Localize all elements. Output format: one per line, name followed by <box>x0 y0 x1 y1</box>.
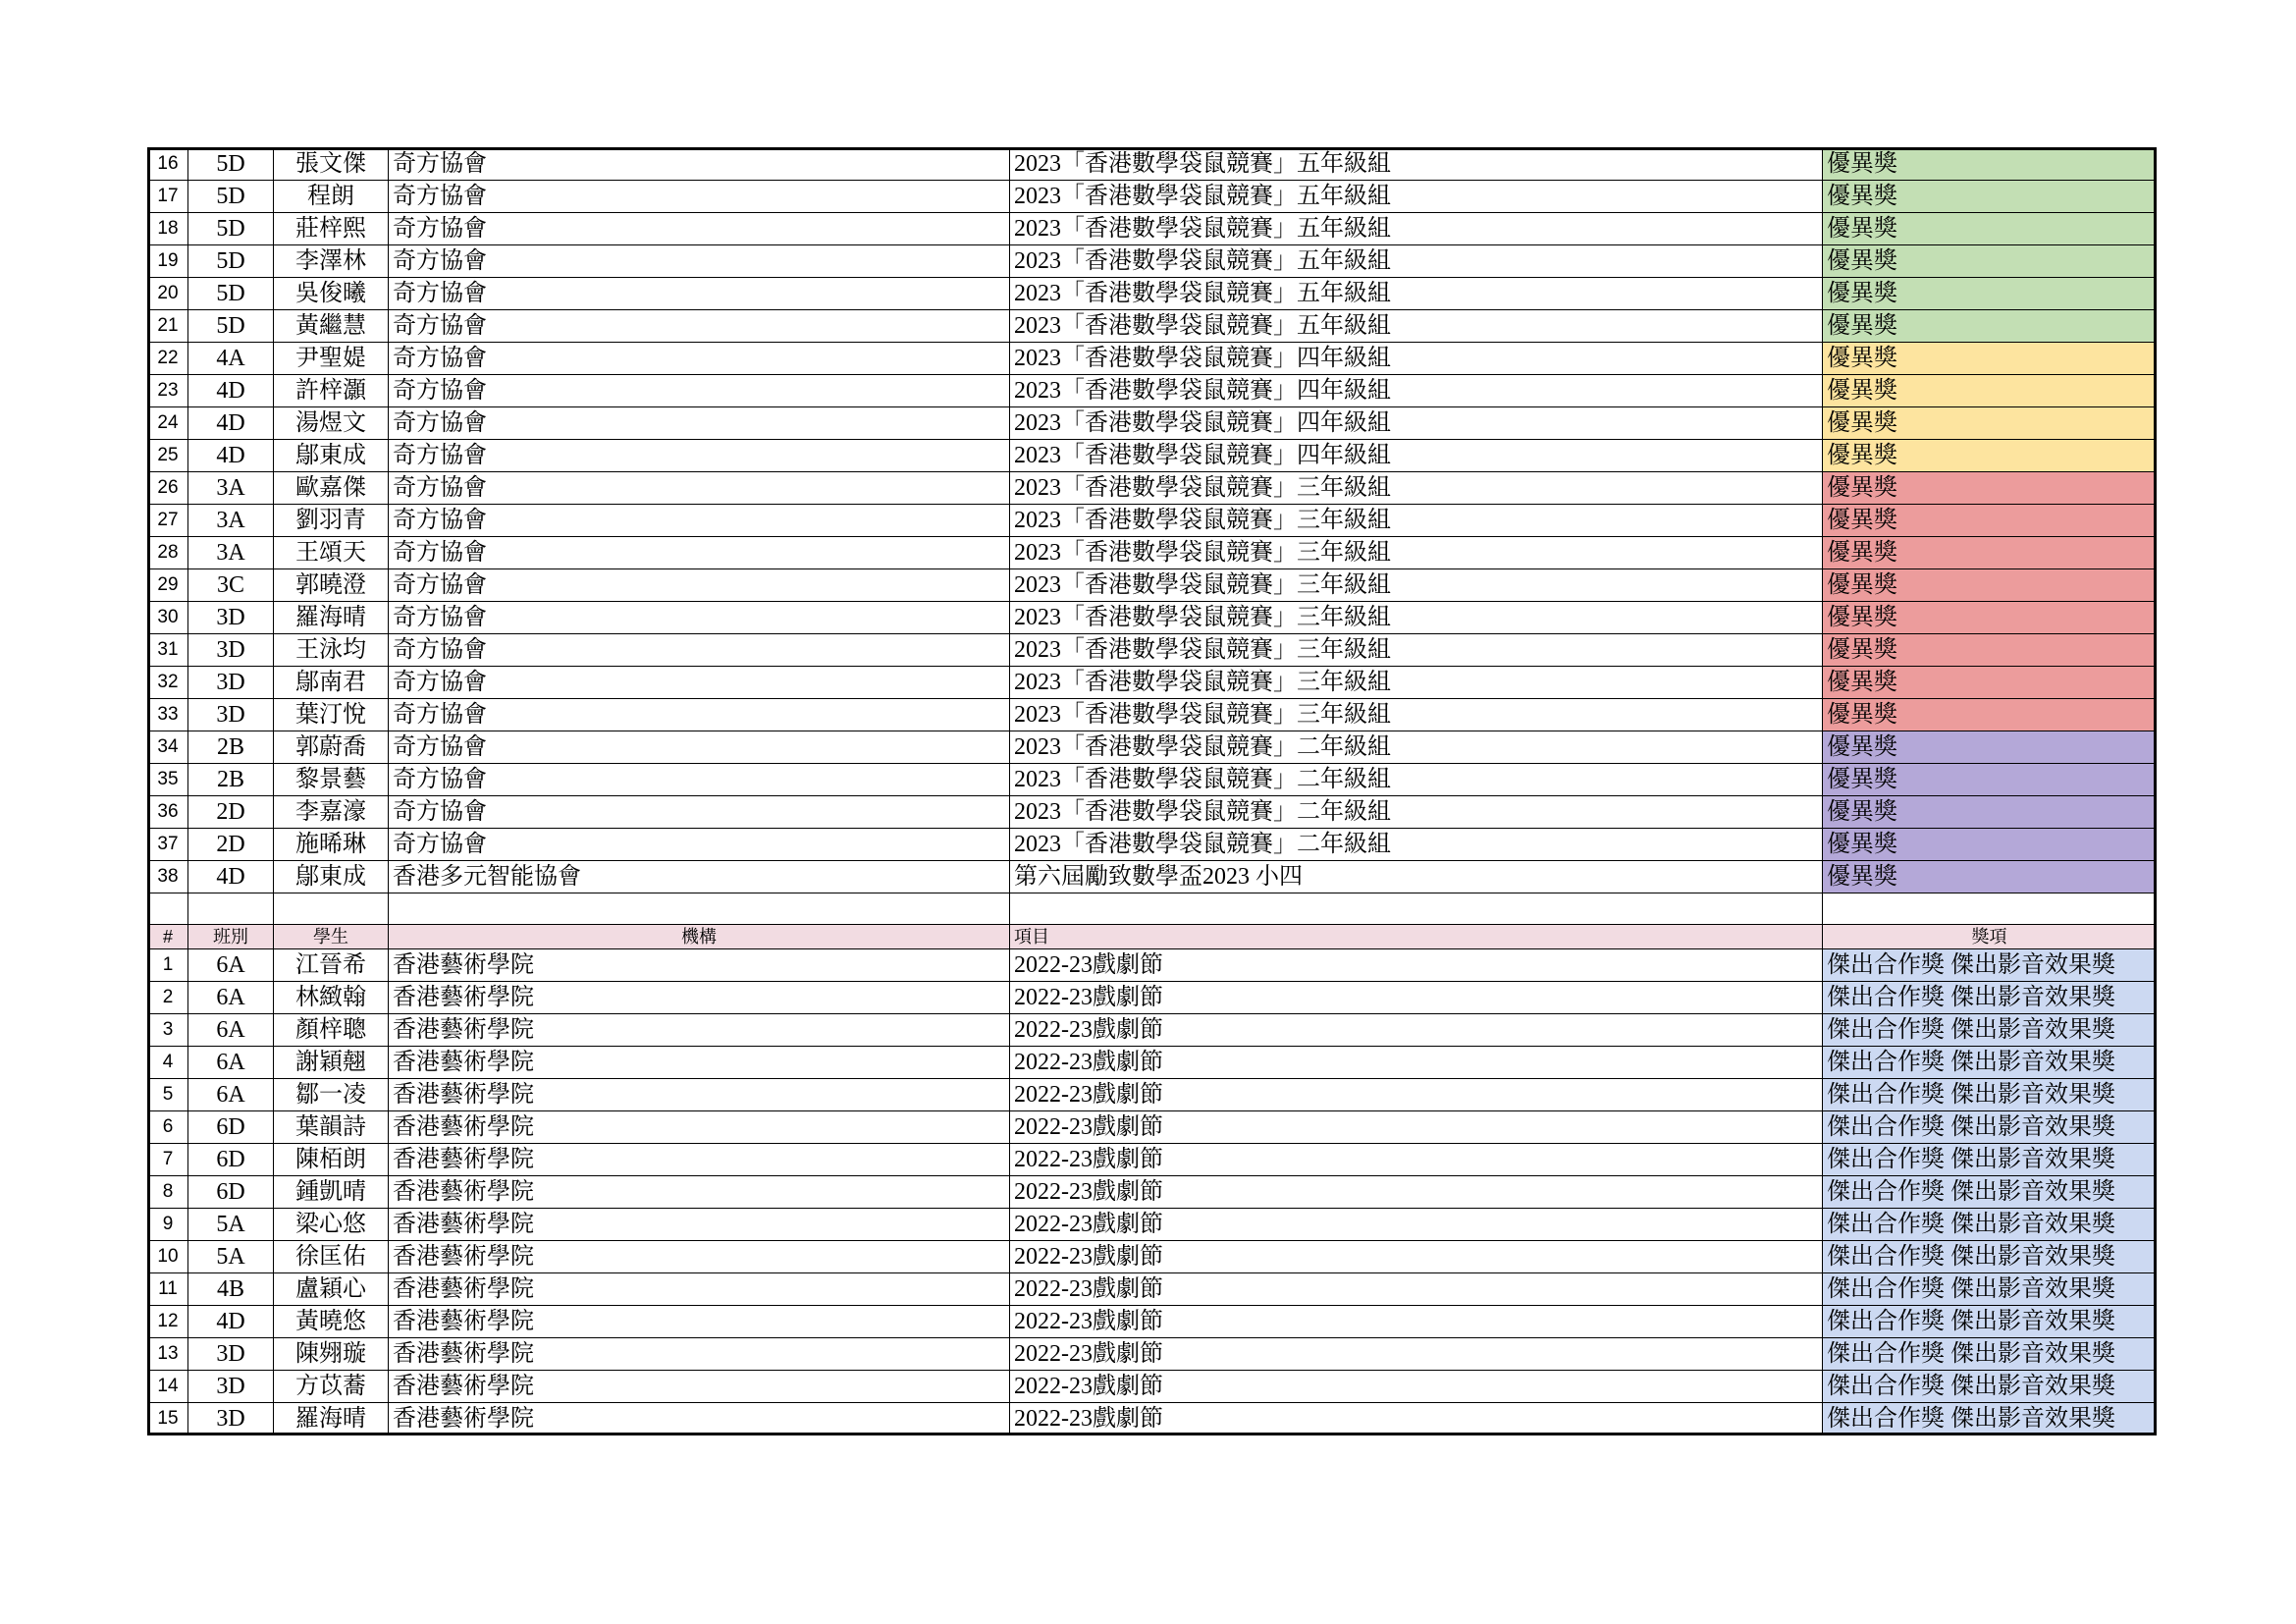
row-item: 2023「香港數學袋鼠競賽」二年級組 <box>1010 764 1823 796</box>
row-student: 湯煜文 <box>274 407 389 440</box>
row-award: 優異獎 <box>1823 310 2157 343</box>
row-class: 2D <box>188 796 274 829</box>
row-number: 9 <box>148 1209 188 1241</box>
row-award: 優異獎 <box>1823 407 2157 440</box>
row-number: 12 <box>148 1306 188 1338</box>
table-row <box>148 1079 2157 1111</box>
row-award: 優異獎 <box>1823 505 2157 537</box>
row-award: 優異獎 <box>1823 634 2157 667</box>
row-award: 優異獎 <box>1823 343 2157 375</box>
row-award: 優異獎 <box>1823 245 2157 278</box>
row-org: 香港藝術學院 <box>389 1176 1010 1209</box>
row-student: 王泳均 <box>274 634 389 667</box>
table-row <box>148 375 2157 407</box>
table-row <box>148 861 2157 893</box>
row-student: 羅海晴 <box>274 1403 389 1435</box>
row-org: 奇方協會 <box>389 310 1010 343</box>
row-org: 奇方協會 <box>389 537 1010 569</box>
row-number: 13 <box>148 1338 188 1371</box>
row-number: 23 <box>148 375 188 407</box>
row-award: 優異獎 <box>1823 537 2157 569</box>
row-student: 尹聖媞 <box>274 343 389 375</box>
row-item: 2022-23戲劇節 <box>1010 1014 1823 1047</box>
row-number: 25 <box>148 440 188 472</box>
row-org: 奇方協會 <box>389 343 1010 375</box>
row-number: 38 <box>148 861 188 893</box>
row-class: 2B <box>188 731 274 764</box>
row-award: 傑出合作獎 傑出影音效果獎 <box>1823 982 2157 1014</box>
row-student: 劉羽青 <box>274 505 389 537</box>
row-award: 傑出合作獎 傑出影音效果獎 <box>1823 1111 2157 1144</box>
row-award: 優異獎 <box>1823 472 2157 505</box>
row-number: 16 <box>148 148 188 181</box>
header-org: 機構 <box>389 925 1010 949</box>
row-award: 優異獎 <box>1823 764 2157 796</box>
row-item: 2023「香港數學袋鼠競賽」四年級組 <box>1010 440 1823 472</box>
row-student: 王頌天 <box>274 537 389 569</box>
row-org: 奇方協會 <box>389 148 1010 181</box>
table-row <box>148 472 2157 505</box>
row-student: 郭曉澄 <box>274 569 389 602</box>
row-award: 優異獎 <box>1823 861 2157 893</box>
row-item: 2023「香港數學袋鼠競賽」五年級組 <box>1010 181 1823 213</box>
row-org: 香港藝術學院 <box>389 1273 1010 1306</box>
row-number: 32 <box>148 667 188 699</box>
row-org: 奇方協會 <box>389 829 1010 861</box>
row-award: 傑出合作獎 傑出影音效果獎 <box>1823 1371 2157 1403</box>
row-award: 傑出合作獎 傑出影音效果獎 <box>1823 1403 2157 1435</box>
row-student: 顏梓聰 <box>274 1014 389 1047</box>
row-award: 優異獎 <box>1823 731 2157 764</box>
row-org: 香港藝術學院 <box>389 1111 1010 1144</box>
row-org: 香港藝術學院 <box>389 949 1010 982</box>
table-row <box>148 764 2157 796</box>
row-org: 香港多元智能協會 <box>389 861 1010 893</box>
row-number: 11 <box>148 1273 188 1306</box>
row-number: 26 <box>148 472 188 505</box>
table-row <box>148 1014 2157 1047</box>
row-class: 4B <box>188 1273 274 1306</box>
row-item: 2023「香港數學袋鼠競賽」四年級組 <box>1010 407 1823 440</box>
row-class: 3D <box>188 1371 274 1403</box>
row-student: 鄔東成 <box>274 440 389 472</box>
row-item: 2023「香港數學袋鼠競賽」三年級組 <box>1010 537 1823 569</box>
row-org: 香港藝術學院 <box>389 1338 1010 1371</box>
row-item: 2022-23戲劇節 <box>1010 982 1823 1014</box>
row-student: 葉韻詩 <box>274 1111 389 1144</box>
row-number: 36 <box>148 796 188 829</box>
header-class: 班別 <box>188 925 274 949</box>
table-row <box>148 1338 2157 1371</box>
row-org: 奇方協會 <box>389 796 1010 829</box>
row-class: 3A <box>188 537 274 569</box>
row-org: 香港藝術學院 <box>389 1241 1010 1273</box>
row-item: 2023「香港數學袋鼠競賽」三年級組 <box>1010 699 1823 731</box>
row-number: 34 <box>148 731 188 764</box>
table-row <box>148 1371 2157 1403</box>
row-class: 4A <box>188 343 274 375</box>
row-class: 3D <box>188 1338 274 1371</box>
row-student: 梁心悠 <box>274 1209 389 1241</box>
row-org: 奇方協會 <box>389 278 1010 310</box>
table-row <box>148 634 2157 667</box>
table-row <box>148 1047 2157 1079</box>
row-student: 鄒一凌 <box>274 1079 389 1111</box>
row-item: 2022-23戲劇節 <box>1010 1079 1823 1111</box>
row-item: 2023「香港數學袋鼠競賽」二年級組 <box>1010 731 1823 764</box>
row-number: 30 <box>148 602 188 634</box>
row-number: 35 <box>148 764 188 796</box>
row-org: 香港藝術學院 <box>389 1047 1010 1079</box>
table-row <box>148 148 2157 181</box>
row-org: 奇方協會 <box>389 472 1010 505</box>
row-number: 21 <box>148 310 188 343</box>
table-row <box>148 667 2157 699</box>
row-class: 6A <box>188 982 274 1014</box>
row-number: 29 <box>148 569 188 602</box>
row-class: 4D <box>188 407 274 440</box>
row-student: 李澤林 <box>274 245 389 278</box>
row-award: 傑出合作獎 傑出影音效果獎 <box>1823 1306 2157 1338</box>
row-class: 6D <box>188 1111 274 1144</box>
row-item: 2023「香港數學袋鼠競賽」五年級組 <box>1010 148 1823 181</box>
row-item: 2023「香港數學袋鼠競賽」四年級組 <box>1010 343 1823 375</box>
row-award: 優異獎 <box>1823 602 2157 634</box>
row-class: 3D <box>188 1403 274 1435</box>
table-row <box>148 1306 2157 1338</box>
table-row <box>148 1403 2157 1435</box>
row-number: 19 <box>148 245 188 278</box>
row-number: 27 <box>148 505 188 537</box>
row-item: 第六屆勵致數學盃2023 小四 <box>1010 861 1823 893</box>
row-award: 傑出合作獎 傑出影音效果獎 <box>1823 1241 2157 1273</box>
row-item: 2023「香港數學袋鼠競賽」五年級組 <box>1010 213 1823 245</box>
header-student: 學生 <box>274 925 389 949</box>
row-item: 2022-23戲劇節 <box>1010 1176 1823 1209</box>
row-class: 3C <box>188 569 274 602</box>
table-row <box>148 699 2157 731</box>
row-award: 優異獎 <box>1823 181 2157 213</box>
row-student: 歐嘉傑 <box>274 472 389 505</box>
row-class: 3A <box>188 472 274 505</box>
row-number: 10 <box>148 1241 188 1273</box>
blank-row <box>148 893 2157 925</box>
row-number: 20 <box>148 278 188 310</box>
table-row <box>148 796 2157 829</box>
row-class: 5A <box>188 1209 274 1241</box>
table-row <box>148 982 2157 1014</box>
row-item: 2023「香港數學袋鼠競賽」三年級組 <box>1010 569 1823 602</box>
row-award: 傑出合作獎 傑出影音效果獎 <box>1823 949 2157 982</box>
row-award: 優異獎 <box>1823 148 2157 181</box>
row-class: 3D <box>188 699 274 731</box>
row-org: 香港藝術學院 <box>389 1306 1010 1338</box>
row-number: 31 <box>148 634 188 667</box>
row-award: 傑出合作獎 傑出影音效果獎 <box>1823 1209 2157 1241</box>
row-student: 謝穎翹 <box>274 1047 389 1079</box>
row-award: 傑出合作獎 傑出影音效果獎 <box>1823 1176 2157 1209</box>
row-student: 鄔東成 <box>274 861 389 893</box>
row-student: 吳俊曦 <box>274 278 389 310</box>
row-org: 奇方協會 <box>389 667 1010 699</box>
row-award: 優異獎 <box>1823 796 2157 829</box>
row-award: 優異獎 <box>1823 375 2157 407</box>
row-number: 37 <box>148 829 188 861</box>
row-number: 24 <box>148 407 188 440</box>
row-student: 程朗 <box>274 181 389 213</box>
awards-table <box>147 147 2157 1435</box>
row-item: 2022-23戲劇節 <box>1010 1338 1823 1371</box>
table-row <box>148 949 2157 982</box>
row-class: 6D <box>188 1144 274 1176</box>
row-org: 奇方協會 <box>389 407 1010 440</box>
table-row <box>148 407 2157 440</box>
row-award: 優異獎 <box>1823 829 2157 861</box>
row-org: 香港藝術學院 <box>389 1144 1010 1176</box>
row-class: 6A <box>188 1047 274 1079</box>
row-student: 徐匡佑 <box>274 1241 389 1273</box>
row-item: 2022-23戲劇節 <box>1010 1209 1823 1241</box>
row-student: 葉汀悅 <box>274 699 389 731</box>
row-class: 4D <box>188 1306 274 1338</box>
row-award: 優異獎 <box>1823 667 2157 699</box>
row-item: 2022-23戲劇節 <box>1010 1241 1823 1273</box>
row-student: 黃繼慧 <box>274 310 389 343</box>
row-org: 香港藝術學院 <box>389 982 1010 1014</box>
table-row <box>148 213 2157 245</box>
row-class: 5D <box>188 245 274 278</box>
row-award: 傑出合作獎 傑出影音效果獎 <box>1823 1273 2157 1306</box>
row-award: 優異獎 <box>1823 699 2157 731</box>
row-class: 5D <box>188 181 274 213</box>
row-student: 江晉希 <box>274 949 389 982</box>
row-item: 2023「香港數學袋鼠競賽」五年級組 <box>1010 245 1823 278</box>
row-number: 6 <box>148 1111 188 1144</box>
row-number: 22 <box>148 343 188 375</box>
row-item: 2023「香港數學袋鼠競賽」五年級組 <box>1010 278 1823 310</box>
row-item: 2023「香港數學袋鼠競賽」三年級組 <box>1010 472 1823 505</box>
row-item: 2022-23戲劇節 <box>1010 1144 1823 1176</box>
row-student: 盧穎心 <box>274 1273 389 1306</box>
row-student: 張文傑 <box>274 148 389 181</box>
row-student: 郭蔚喬 <box>274 731 389 764</box>
table-row <box>148 829 2157 861</box>
table-row <box>148 181 2157 213</box>
table-row <box>148 1144 2157 1176</box>
row-student: 方苡蕎 <box>274 1371 389 1403</box>
row-class: 3D <box>188 602 274 634</box>
row-item: 2022-23戲劇節 <box>1010 1371 1823 1403</box>
row-class: 2D <box>188 829 274 861</box>
table-row <box>148 1241 2157 1273</box>
row-org: 奇方協會 <box>389 245 1010 278</box>
row-award: 優異獎 <box>1823 213 2157 245</box>
row-number: 2 <box>148 982 188 1014</box>
row-student: 林緻翰 <box>274 982 389 1014</box>
row-number: 28 <box>148 537 188 569</box>
row-student: 莊梓熙 <box>274 213 389 245</box>
row-number: 8 <box>148 1176 188 1209</box>
row-class: 4D <box>188 861 274 893</box>
section-b-header <box>148 893 2157 949</box>
row-org: 奇方協會 <box>389 634 1010 667</box>
row-item: 2022-23戲劇節 <box>1010 1403 1823 1435</box>
row-award: 傑出合作獎 傑出影音效果獎 <box>1823 1338 2157 1371</box>
table-row <box>148 343 2157 375</box>
table-row <box>148 1273 2157 1306</box>
row-award: 優異獎 <box>1823 278 2157 310</box>
row-student: 黃曉悠 <box>274 1306 389 1338</box>
table-row <box>148 1111 2157 1144</box>
row-item: 2023「香港數學袋鼠競賽」三年級組 <box>1010 602 1823 634</box>
row-item: 2023「香港數學袋鼠競賽」二年級組 <box>1010 796 1823 829</box>
section-b-rows <box>148 949 2157 1435</box>
table-row <box>148 1209 2157 1241</box>
row-number: 14 <box>148 1371 188 1403</box>
row-student: 許梓灝 <box>274 375 389 407</box>
row-item: 2022-23戲劇節 <box>1010 1306 1823 1338</box>
row-award: 優異獎 <box>1823 569 2157 602</box>
row-org: 奇方協會 <box>389 699 1010 731</box>
row-class: 4D <box>188 440 274 472</box>
table-row <box>148 569 2157 602</box>
row-org: 奇方協會 <box>389 375 1010 407</box>
header-award: 獎項 <box>1823 925 2157 949</box>
row-org: 奇方協會 <box>389 440 1010 472</box>
row-class: 3D <box>188 634 274 667</box>
row-student: 陳翙璇 <box>274 1338 389 1371</box>
row-org: 奇方協會 <box>389 181 1010 213</box>
table-row <box>148 278 2157 310</box>
row-award: 傑出合作獎 傑出影音效果獎 <box>1823 1047 2157 1079</box>
row-number: 15 <box>148 1403 188 1435</box>
row-student: 黎景藝 <box>274 764 389 796</box>
row-class: 6A <box>188 1014 274 1047</box>
row-class: 6A <box>188 949 274 982</box>
row-number: 33 <box>148 699 188 731</box>
table-row <box>148 505 2157 537</box>
row-class: 5A <box>188 1241 274 1273</box>
row-class: 3D <box>188 667 274 699</box>
table-row <box>148 731 2157 764</box>
row-number: 17 <box>148 181 188 213</box>
table-row <box>148 1176 2157 1209</box>
table-row <box>148 602 2157 634</box>
row-number: 18 <box>148 213 188 245</box>
row-item: 2022-23戲劇節 <box>1010 1047 1823 1079</box>
row-award: 傑出合作獎 傑出影音效果獎 <box>1823 1079 2157 1111</box>
awards-sheet <box>147 147 2156 1435</box>
row-org: 奇方協會 <box>389 569 1010 602</box>
header-row <box>148 925 2157 949</box>
row-item: 2023「香港數學袋鼠競賽」五年級組 <box>1010 310 1823 343</box>
row-item: 2023「香港數學袋鼠競賽」三年級組 <box>1010 505 1823 537</box>
row-item: 2022-23戲劇節 <box>1010 949 1823 982</box>
row-award: 優異獎 <box>1823 440 2157 472</box>
row-number: 5 <box>148 1079 188 1111</box>
row-student: 李嘉濠 <box>274 796 389 829</box>
row-item: 2022-23戲劇節 <box>1010 1111 1823 1144</box>
row-student: 羅海晴 <box>274 602 389 634</box>
row-org: 奇方協會 <box>389 213 1010 245</box>
row-item: 2023「香港數學袋鼠競賽」四年級組 <box>1010 375 1823 407</box>
row-student: 鄔南君 <box>274 667 389 699</box>
row-item: 2023「香港數學袋鼠競賽」二年級組 <box>1010 829 1823 861</box>
row-class: 5D <box>188 148 274 181</box>
row-item: 2022-23戲劇節 <box>1010 1273 1823 1306</box>
table-row <box>148 245 2157 278</box>
row-class: 5D <box>188 278 274 310</box>
row-org: 香港藝術學院 <box>389 1014 1010 1047</box>
row-number: 4 <box>148 1047 188 1079</box>
row-item: 2023「香港數學袋鼠競賽」三年級組 <box>1010 667 1823 699</box>
row-award: 傑出合作獎 傑出影音效果獎 <box>1823 1014 2157 1047</box>
row-class: 5D <box>188 213 274 245</box>
row-org: 香港藝術學院 <box>389 1403 1010 1435</box>
row-class: 4D <box>188 375 274 407</box>
row-number: 1 <box>148 949 188 982</box>
row-item: 2023「香港數學袋鼠競賽」三年級組 <box>1010 634 1823 667</box>
row-org: 香港藝術學院 <box>389 1371 1010 1403</box>
row-award: 傑出合作獎 傑出影音效果獎 <box>1823 1144 2157 1176</box>
row-student: 鍾凱晴 <box>274 1176 389 1209</box>
row-org: 奇方協會 <box>389 505 1010 537</box>
row-number: 3 <box>148 1014 188 1047</box>
row-org: 香港藝術學院 <box>389 1209 1010 1241</box>
row-student: 施晞琳 <box>274 829 389 861</box>
row-class: 2B <box>188 764 274 796</box>
row-class: 6A <box>188 1079 274 1111</box>
row-student: 陳栢朗 <box>274 1144 389 1176</box>
table-row <box>148 310 2157 343</box>
header-item: 項目 <box>1010 925 1823 949</box>
section-a-rows <box>148 148 2157 893</box>
row-org: 奇方協會 <box>389 602 1010 634</box>
row-class: 5D <box>188 310 274 343</box>
row-org: 香港藝術學院 <box>389 1079 1010 1111</box>
row-number: 7 <box>148 1144 188 1176</box>
row-org: 奇方協會 <box>389 764 1010 796</box>
row-org: 奇方協會 <box>389 731 1010 764</box>
row-class: 6D <box>188 1176 274 1209</box>
table-row <box>148 537 2157 569</box>
row-class: 3A <box>188 505 274 537</box>
table-row <box>148 440 2157 472</box>
header-num: # <box>148 925 188 949</box>
